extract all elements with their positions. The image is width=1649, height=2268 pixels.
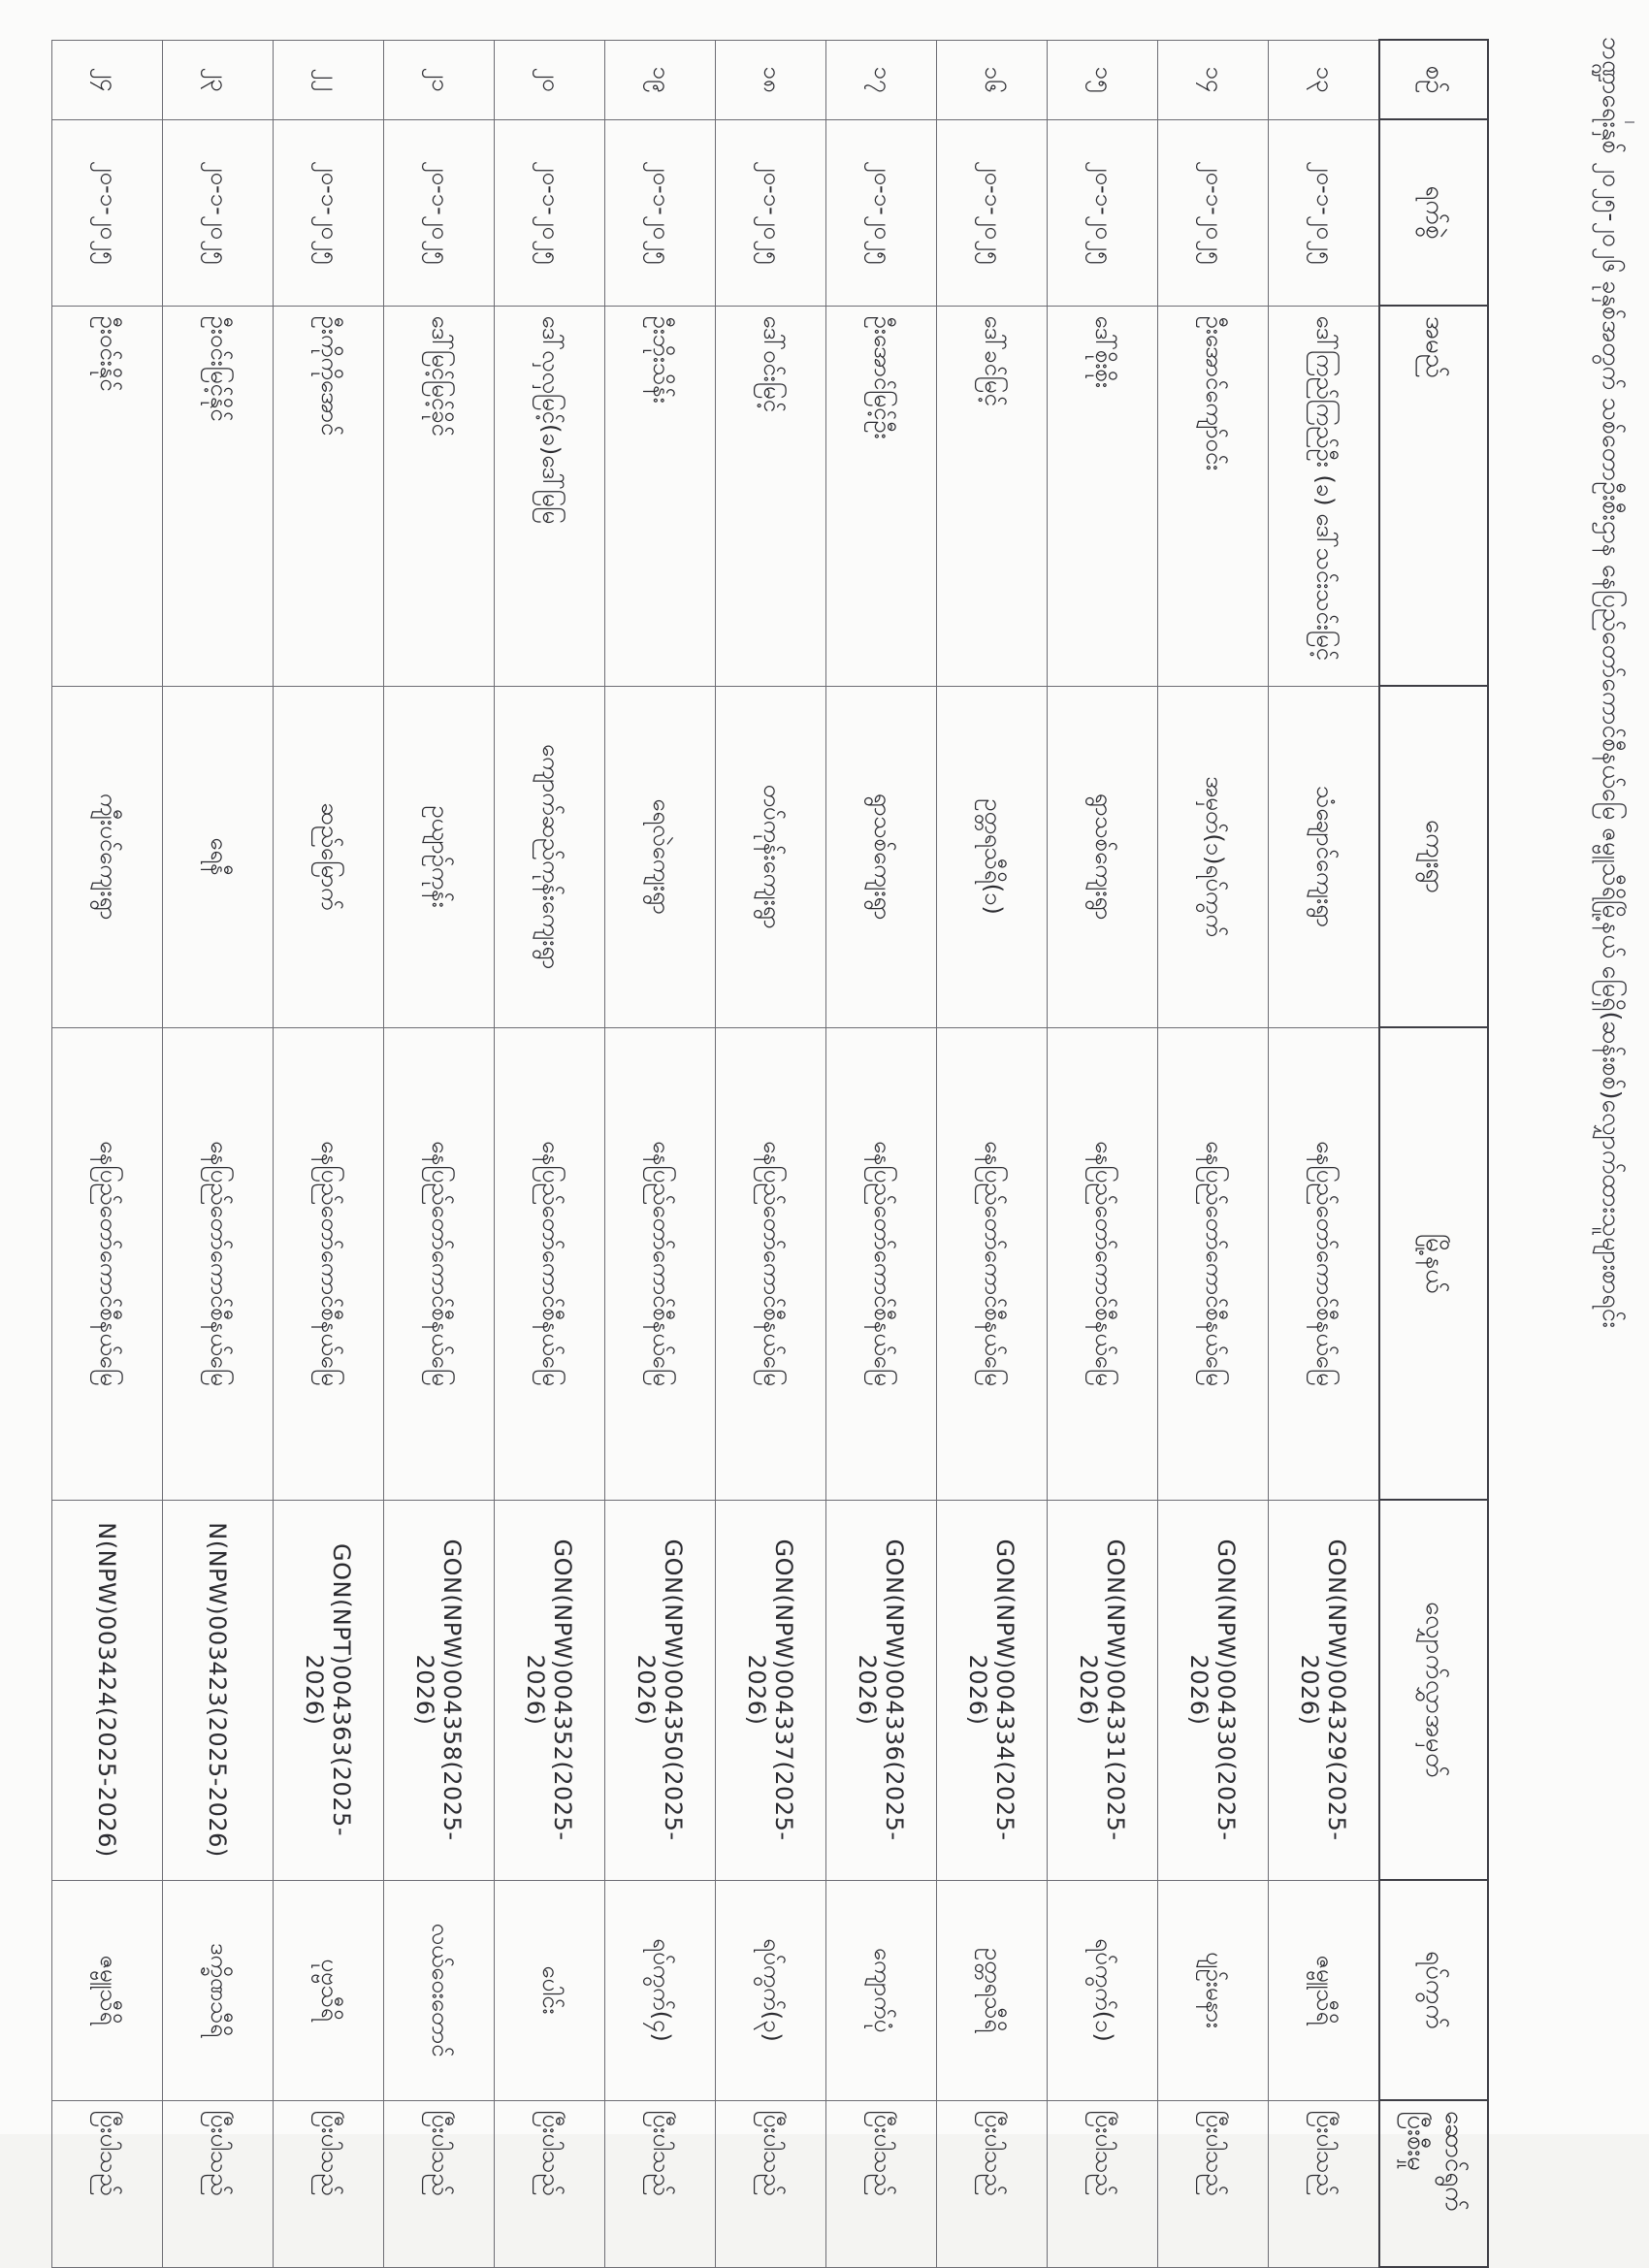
cell-name: ဦးကိုကိုအောင်: [274, 306, 384, 686]
cell-date: ၂၀-၁-၂၀၂၅: [826, 119, 937, 306]
cell-date: ၂၀-၁-၂၀၂၅: [1048, 119, 1158, 306]
table-row: [274, 40, 384, 2267]
cell-village: ဥယျာဉ်ကုန်း: [384, 686, 495, 1027]
cell-township: နေပြည်တော်ကောင်စီနယ်မြေ: [937, 1027, 1048, 1500]
cell-no: ၁၆: [937, 40, 1048, 119]
cell-village: သံချောင်ကျေးရွာ: [1269, 686, 1380, 1027]
cell-reference: GON(NPW)004358(2025-2026): [384, 1500, 495, 1880]
cell-name: ဦးအောင်ကျော်ဝင်း: [1158, 306, 1269, 686]
cell-reference: N(NPW)003424(2025-2026): [52, 1500, 163, 1880]
cell-township: နေပြည်တော်ကောင်စီနယ်မြေ: [1048, 1027, 1158, 1500]
cell-reference: GON(NPW)004337(2025-2026): [716, 1500, 826, 1880]
cell-village: ကျီးပင်ကျေးရွာ: [52, 686, 163, 1027]
cell-date: ၂၀-၁-၂၀၂၅: [163, 119, 274, 306]
header-date: ရက်စွဲ: [1379, 119, 1488, 306]
cell-quarter: ပျဉ်းမနား: [1158, 1880, 1269, 2100]
cell-village: ဆည်မြောက်: [274, 686, 384, 1027]
table-header-row: [1379, 40, 1488, 2267]
cell-township: နေပြည်တော်ကောင်စီနယ်မြေ: [384, 1027, 495, 1500]
cell-reference: GON(NPW)004350(2025-2026): [605, 1500, 716, 1880]
cell-reference: GON(NPW)004336(2025-2026): [826, 1500, 937, 1880]
cell-village: ရေနီ: [163, 686, 274, 1027]
cell-village: ရေလဲကျေးရွာ: [605, 686, 716, 1027]
table-row: [1048, 40, 1158, 2267]
table-row: [1269, 40, 1380, 2267]
cell-date: ၂၀-၁-၂၀၂၅: [384, 119, 495, 306]
cell-date: ၂၀-၁-၂၀၂၅: [495, 119, 605, 306]
cell-village: အမှတ်(၁)ရပ်ကွက်: [1158, 686, 1269, 1027]
cell-township: နေပြည်တော်ကောင်စီနယ်မြေ: [52, 1027, 163, 1500]
cell-no: ၂၂: [274, 40, 384, 119]
header-name: အမည်: [1379, 306, 1488, 686]
header-township: မြို့နယ်: [1379, 1027, 1488, 1500]
cell-reference: GON(NPW)004330(2025-2026): [1158, 1500, 1269, 1880]
table-row: [495, 40, 605, 2267]
cell-result: ပြီးပါသည်: [716, 2100, 826, 2267]
cell-result: ပြီးပါသည်: [274, 2100, 384, 2267]
cell-result: ပြီးပါသည်: [937, 2100, 1048, 2267]
document-title: ဘဏ္ဍာရေးနှစ် ၂၀၂၅-၂၀၂၆ ခုနှစ်အတွက် သစ်တောဦးစီးဌာန နေပြည်တော်ကောင်စီနယ်မြေ ဇမ္ဗူသီရိမြို့နယ် မြေရှိ(ဆန်းစစ်)လျှောက်ထားသူများစာရင်း: [1598, 37, 1626, 1328]
cell-no: ၁၅: [1048, 40, 1158, 119]
cell-reference: N(NPW)003423(2025-2026): [163, 1500, 274, 1880]
table-row: [384, 40, 495, 2267]
cell-quarter: ရပ်ကွက်(၄): [605, 1880, 716, 2100]
cell-name: ဦးဝင်းနိုင်: [52, 306, 163, 686]
table-row: [826, 40, 937, 2267]
cell-reference: GON(NPW)004334(2025-2026): [937, 1500, 1048, 1880]
cell-result: ပြီးပါသည်: [1158, 2100, 1269, 2267]
table-row: [716, 40, 826, 2267]
cell-township: နေပြည်တော်ကောင်စီနယ်မြေ: [826, 1027, 937, 1500]
cell-village: ရွာသစ်ကျေးရွာ: [1048, 686, 1158, 1027]
cell-quarter: ရပ်ကွက်(၁): [1048, 1880, 1158, 2100]
cell-township: နေပြည်တော်ကောင်စီနယ်မြေ: [274, 1027, 384, 1500]
cell-date: ၂၀-၁-၂၀၂၅: [274, 119, 384, 306]
cell-reference: GON(NPW)004331(2025-2026): [1048, 1500, 1158, 1880]
cell-no: ၁၈: [716, 40, 826, 119]
cell-quarter: ဥတ္တရသီရိ: [937, 1880, 1048, 2100]
cell-no: ၂၃: [163, 40, 274, 119]
cell-quarter: ဇမ္ဗူသီရိ: [52, 1880, 163, 2100]
header-village: ကျေးရွာ: [1379, 686, 1488, 1027]
table-row: [605, 40, 716, 2267]
cell-quarter: ပေါင်း: [495, 1880, 605, 2100]
cell-name: ဒေါ်ခင်မြင့်: [937, 306, 1048, 686]
cell-name: ဒေါ်ဝင်းမြင့်: [716, 306, 826, 686]
header-no: စဉ်: [1379, 40, 1488, 119]
cell-village: ရွာသစ်ကျေးရွာ: [826, 686, 937, 1027]
cell-name: ဒေါ်စိုးစိုး: [1048, 306, 1158, 686]
cell-result: ပြီးပါသည်: [826, 2100, 937, 2267]
cell-quarter: ဇမ္ဗူသီရိ: [1269, 1880, 1380, 2100]
cell-name: ဦးဝင်းမြင့်နိုင်: [163, 306, 274, 686]
cell-no: ၁၃: [1269, 40, 1380, 119]
cell-no: ၂၄: [52, 40, 163, 119]
header-reference: လျှောက်လွှာအမှတ်: [1379, 1500, 1488, 1880]
cell-date: ၂၀-၁-၂၀၂၅: [937, 119, 1048, 306]
cell-date: ၂၀-၁-၂၀၂၅: [1269, 119, 1380, 306]
table-row: [937, 40, 1048, 2267]
cell-result: ပြီးပါသည်: [1269, 2100, 1380, 2267]
cell-no: ၁၄: [1158, 40, 1269, 119]
cell-date: ၂၀-၁-၂၀၂၅: [52, 119, 163, 306]
cell-result: ပြီးပါသည်: [52, 2100, 163, 2267]
cell-quarter: ပုဗ္ဗသီရိ: [274, 1880, 384, 2100]
cell-quarter: လယ်ဝေးတောင်: [384, 1880, 495, 2100]
applications-table: [51, 39, 1489, 2268]
cell-village: တပ်ကုန်းကျေးရွာ: [716, 686, 826, 1027]
header-quarter: ရပ်ကွက်: [1379, 1880, 1488, 2100]
header-result: ဆောင်ရွက်ပြီးစီးမှု: [1379, 2100, 1488, 2267]
cell-no: ၂၀: [495, 40, 605, 119]
cell-name: ဒေါ်ကြည်ကြည်ဦး (ခ) ဒေါ်သင်းသင်းမြင့်: [1269, 306, 1380, 686]
cell-village: ဥတ္တရသီရိ(၁): [937, 686, 1048, 1027]
cell-result: ပြီးပါသည်: [605, 2100, 716, 2267]
cell-reference: GON(NPW)004352(2025-2026): [495, 1500, 605, 1880]
rotated-landscape-content: [34, 17, 1644, 2212]
cell-reference: GON(NPW)004329(2025-2026): [1269, 1500, 1380, 1880]
cell-name: ဒေါ်မြင့်မြင့်ခိုင်: [384, 306, 495, 686]
cell-quarter: ရပ်ကွက်(၃): [716, 1880, 826, 2100]
cell-name: ဦးအောင်မြင့်ဦး: [826, 306, 937, 686]
cell-name: ဒေါ်လှလှမြင့်(ခ)ဒေါ်မြမြ: [495, 306, 605, 686]
table-row: [1158, 40, 1269, 2267]
cell-reference: GON(NPT)004363(2025-2026): [274, 1500, 384, 1880]
cell-name: ဦးဘိုးသိန်း: [605, 306, 716, 686]
cell-result: ပြီးပါသည်: [163, 2100, 274, 2267]
cell-result: ပြီးပါသည်: [495, 2100, 605, 2267]
cell-date: ၂၀-၁-၂၀၂၅: [1158, 119, 1269, 306]
cell-date: ၂၀-၁-၂၀၂၅: [605, 119, 716, 306]
cell-result: ပြီးပါသည်: [1048, 2100, 1158, 2267]
cell-quarter: ဒက္ခိဏသီရိ: [163, 1880, 274, 2100]
table-row: [52, 40, 163, 2267]
cell-quarter: ကျောက်ပုံ: [826, 1880, 937, 2100]
cell-township: နေပြည်တော်ကောင်စီနယ်မြေ: [1158, 1027, 1269, 1500]
cell-village: ကျောက်ဆည်ကုန်းကျေးရွာ: [495, 686, 605, 1027]
cell-township: နေပြည်တော်ကောင်စီနယ်မြေ: [495, 1027, 605, 1500]
cell-no: ၂၁: [384, 40, 495, 119]
table-row: [163, 40, 274, 2267]
cell-township: နေပြည်တော်ကောင်စီနယ်မြေ: [1269, 1027, 1380, 1500]
cell-no: ၁၉: [605, 40, 716, 119]
cell-township: နေပြည်တော်ကောင်စီနယ်မြေ: [605, 1027, 716, 1500]
cell-township: နေပြည်တော်ကောင်စီနယ်မြေ: [163, 1027, 274, 1500]
cell-result: ပြီးပါသည်: [384, 2100, 495, 2267]
cell-township: နေပြည်တော်ကောင်စီနယ်မြေ: [716, 1027, 826, 1500]
cell-no: ၁၇: [826, 40, 937, 119]
cell-date: ၂၀-၁-၂၀၂၅: [716, 119, 826, 306]
